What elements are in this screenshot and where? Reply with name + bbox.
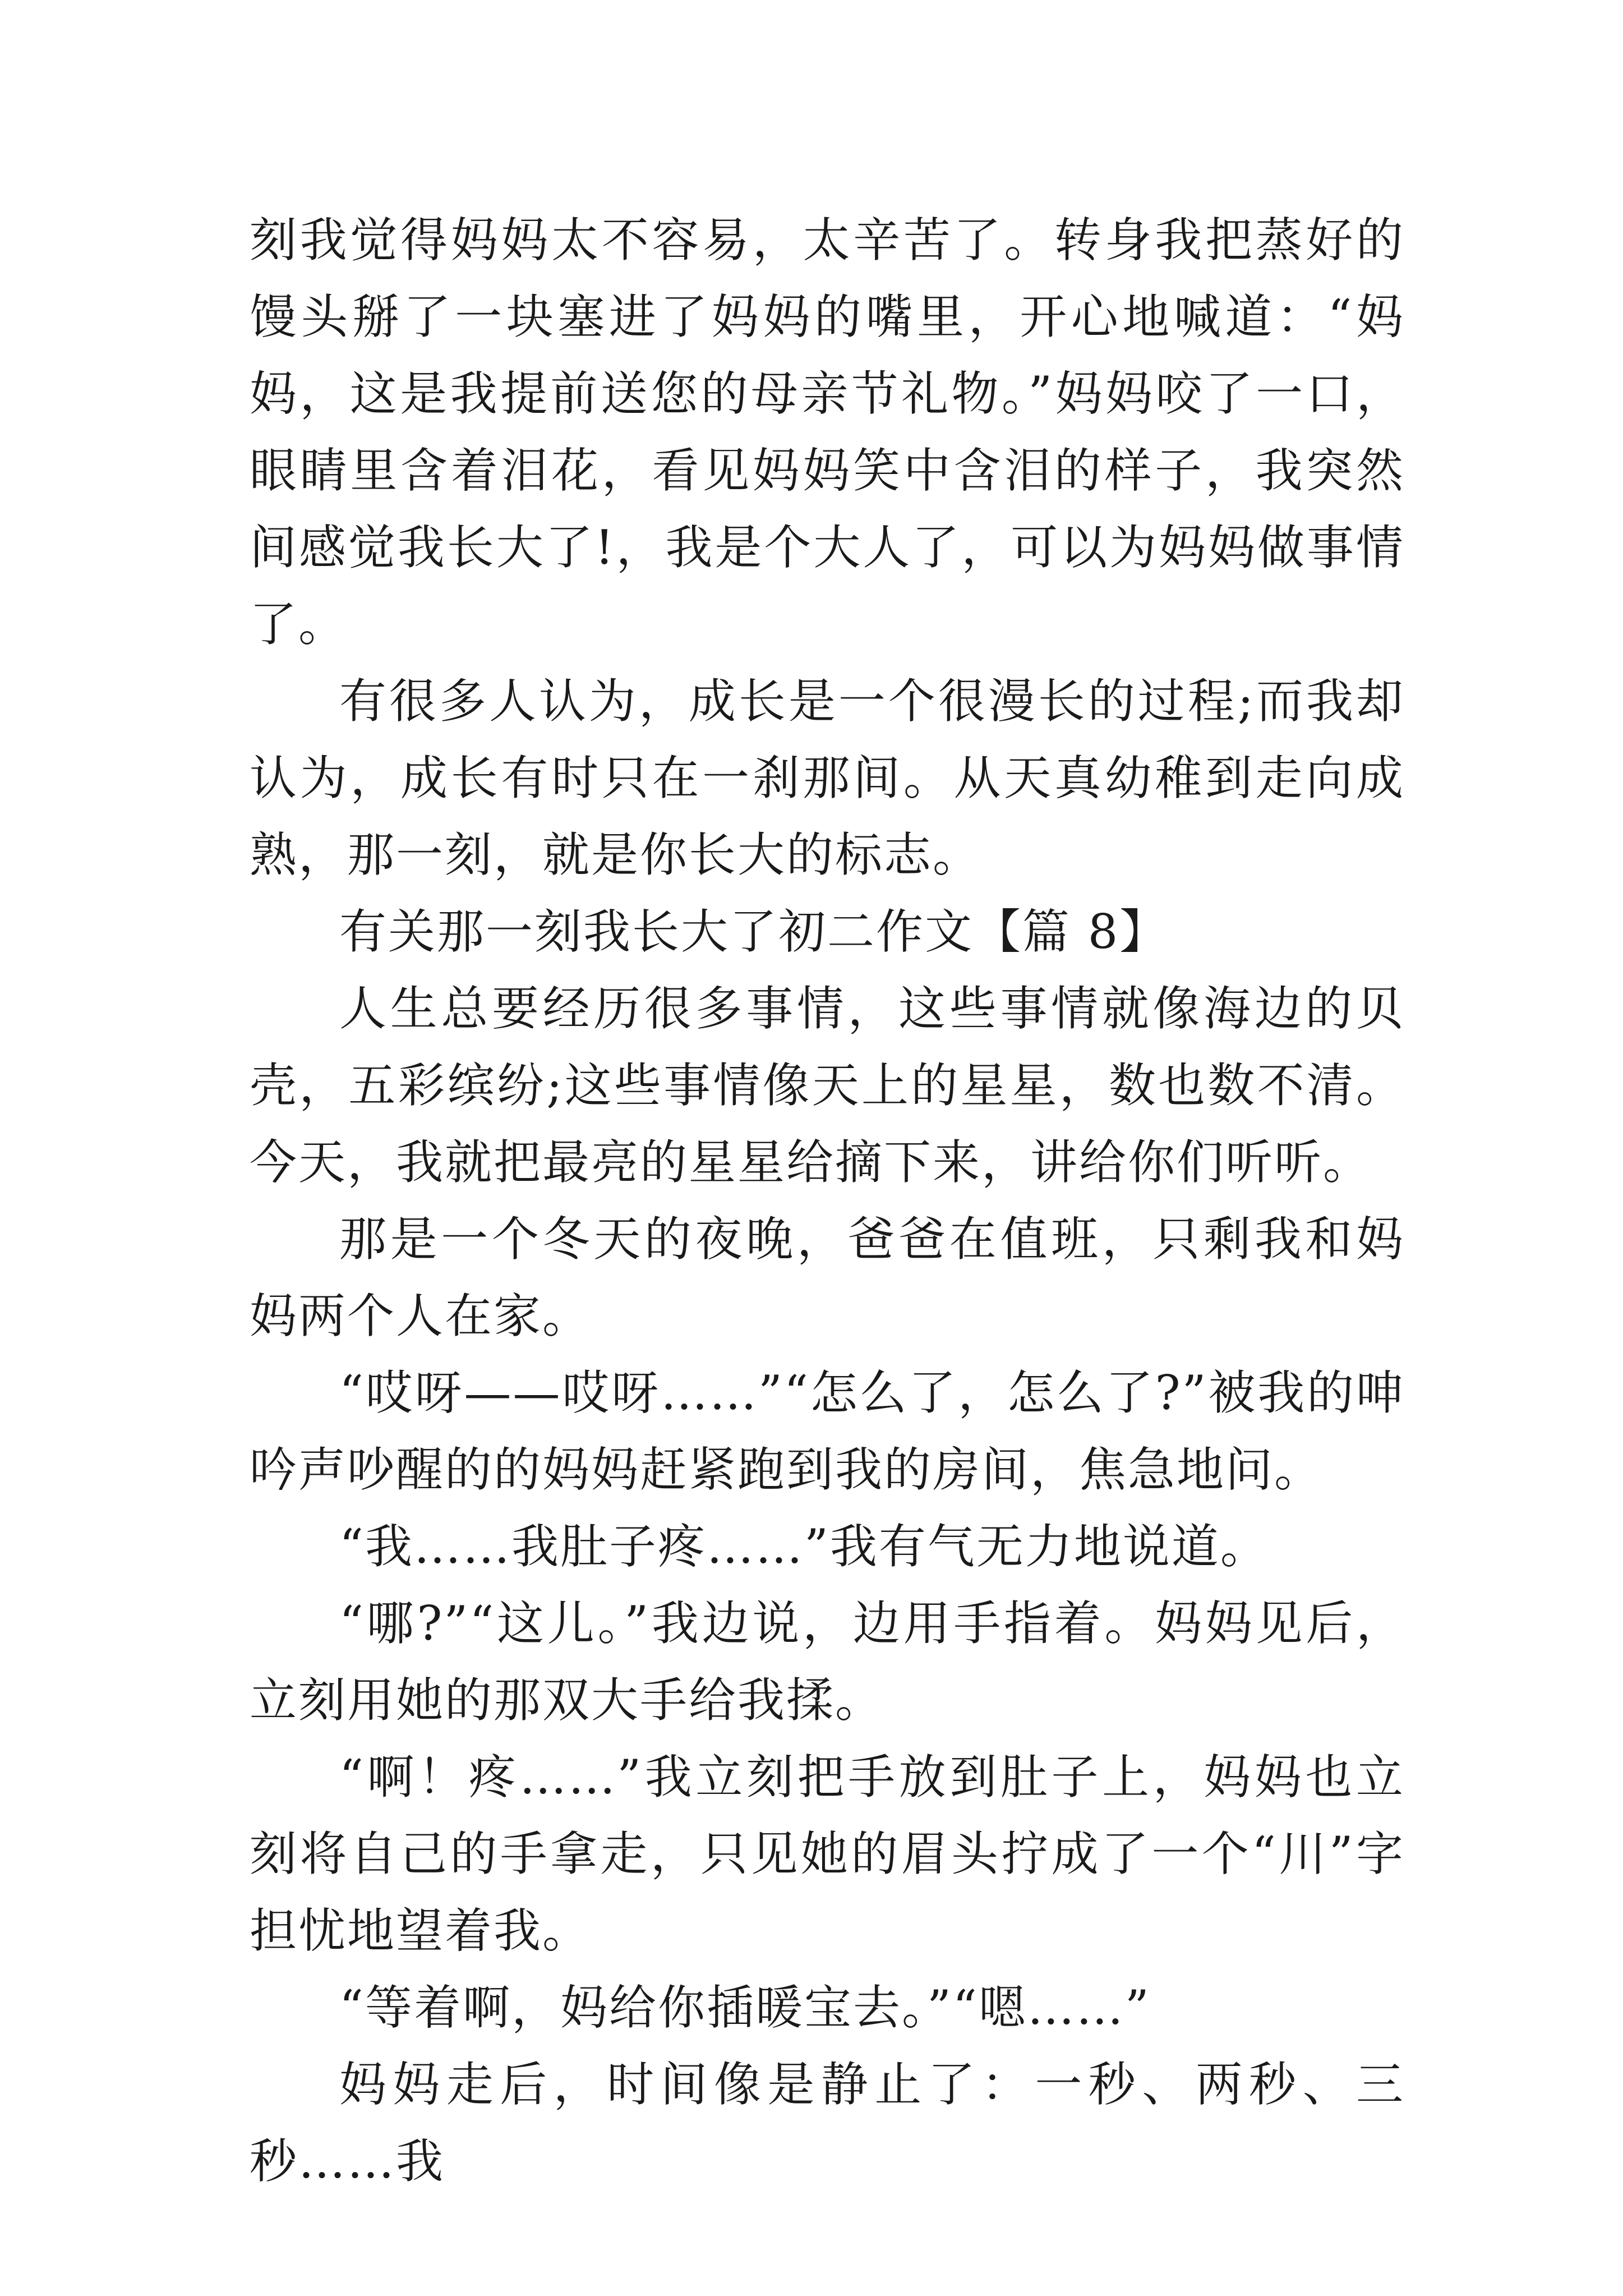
- document-body: [250, 202, 1405, 2200]
- paragraph-continuation: 刻我觉得妈妈太不容易，太辛苦了。转身我把蒸好的馒头掰了一块塞进了妈妈的嘴里，开心地喊道：“妈妈，这是我提前送您的母亲节礼物。”妈妈咬了一口，眼睛里含着泪花，看见妈妈笑中含泪的样子，我突然间感觉我长大了!，我是个大人了，可以为妈妈做事情了。: [250, 213, 1405, 652]
- paragraph: 有很多人认为，成长是一个很漫长的过程;而我却认为，成长有时只在一刹那间。从天真幼稚到走向成熟，那一刻，就是你长大的标志。: [250, 674, 1405, 882]
- paragraph: 妈妈走后，时间像是静止了：一秒、两秒、三秒……我: [250, 2057, 1405, 2189]
- section-heading: 有关那一刻我长大了初二作文【篇 8】: [339, 904, 1169, 959]
- paragraph: “我……我肚子疼……”我有气无力地说道。: [339, 1519, 1269, 1574]
- paragraph: “等着啊，妈给你插暖宝去。”“嗯……”: [339, 1980, 1151, 2035]
- paragraph: “哪?”“这儿。”我边说，边用手指着。妈妈见后，立刻用她的那双大手给我揉。: [250, 1596, 1405, 1728]
- paragraph: 那是一个冬天的夜晚，爸爸在值班，只剩我和妈妈两个人在家。: [250, 1212, 1405, 1343]
- paragraph: “哎呀——哎呀……”“怎么了，怎么了?”被我的呻吟声吵醒的的妈妈赶紧跑到我的房间，焦急地问。: [250, 1365, 1405, 1497]
- paragraph: “啊！疼……”我立刻把手放到肚子上，妈妈也立刻将自己的手拿走，只见她的眉头拧成了一个“川”字担忧地望着我。: [250, 1750, 1405, 1958]
- paragraph: 人生总要经历很多事情，这些事情就像海边的贝壳，五彩缤纷;这些事情像天上的星星，数也数不清。今天，我就把最亮的星星给摘下来，讲给你们听听。: [250, 981, 1405, 1190]
